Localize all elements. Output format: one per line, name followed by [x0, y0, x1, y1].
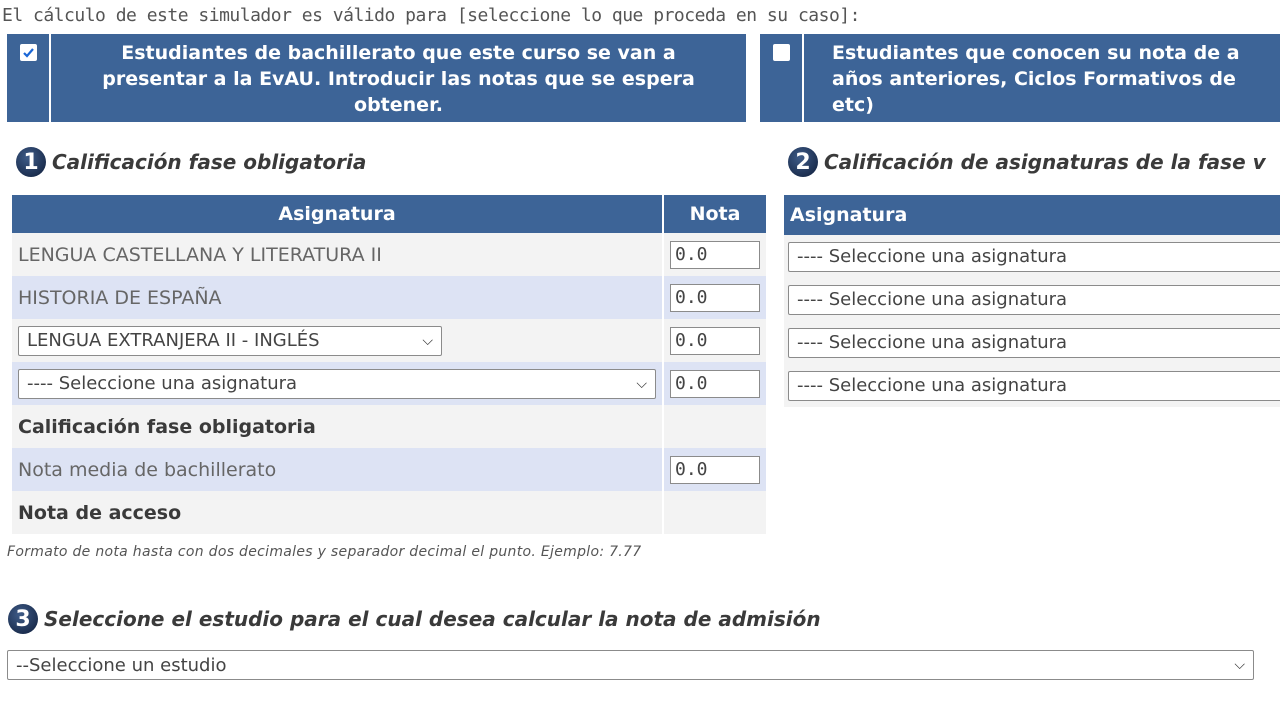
note-input-extranjera[interactable]: 0.0	[670, 327, 760, 355]
intro-text: El cálculo de este simulador es válido para [seleccione lo que proceda en su caso]:	[2, 5, 860, 26]
modality-subject-select[interactable]	[18, 369, 656, 399]
table-row	[12, 233, 766, 276]
note-input-bachillerato[interactable]: 0.0	[670, 456, 760, 484]
option-nota-anterior-checkbox[interactable]	[773, 44, 790, 61]
table-row	[12, 319, 766, 362]
foreign-language-select[interactable]	[18, 326, 442, 356]
bachillerato-average-label: Nota media de bachillerato	[12, 448, 662, 491]
note-input-lengua[interactable]: 0.0	[670, 241, 760, 269]
option-nota-anterior-label: Estudiantes que conocen su nota de a años anteriores, Ciclos Formativos de etc)	[832, 42, 1240, 116]
chevron-down-icon: ⌵	[636, 375, 647, 392]
voluntary-subject-select-3[interactable]	[788, 328, 1280, 358]
study-select-value: --Seleccione un estudio	[16, 654, 227, 676]
format-note: Formato de nota hasta con dos decimales y separador decimal el punto. Ejemplo: 7.77	[7, 544, 642, 560]
voluntary-subject-select-4-value: ---- Seleccione una asignatura	[797, 375, 1068, 396]
voluntary-subject-select-2-value: ---- Seleccione una asignatura	[797, 289, 1068, 310]
step-2-icon: 2	[788, 147, 818, 177]
subject-lengua-label: LENGUA CASTELLANA Y LITERATURA II	[12, 233, 662, 276]
table-row	[12, 448, 766, 491]
chevron-down-icon: ⌵	[422, 332, 433, 349]
step-1-icon: 1	[16, 147, 46, 177]
table-row	[12, 276, 766, 319]
foreign-language-select-value: LENGUA EXTRANJERA II - INGLÉS	[27, 330, 320, 351]
option-nota-anterior-check-cell	[760, 34, 804, 122]
section3-heading	[8, 604, 821, 634]
section2-title: Calificación de asignaturas de la fase v	[824, 150, 1266, 174]
option-bachillerato-check-cell	[7, 34, 51, 122]
section1-heading	[16, 147, 366, 177]
table-row	[784, 278, 1280, 321]
step-3-icon: 3	[8, 604, 38, 634]
table-row	[12, 491, 766, 534]
option-bachillerato-label: Estudiantes de bachillerato que este curso se van a presentar a la EvAU. Introducir las notas que se espera obtener.	[102, 42, 695, 116]
voluntary-subject-select-4[interactable]	[788, 371, 1280, 401]
modality-subject-select-value: ---- Seleccione una asignatura	[27, 373, 298, 394]
section3-title: Seleccione el estudio para el cual desea calcular la nota de admisión	[44, 607, 821, 631]
voluntary-subject-select-1-value: ---- Seleccione una asignatura	[797, 246, 1068, 267]
table-row	[12, 362, 766, 405]
table-row	[12, 405, 766, 448]
table-row	[784, 235, 1280, 278]
column-header-subject-voluntary: Asignatura	[784, 195, 1280, 235]
section1-title: Calificación fase obligatoria	[52, 150, 367, 174]
mandatory-phase-table	[12, 195, 766, 534]
note-input-modalidad[interactable]: 0.0	[670, 370, 760, 398]
checkmark-icon	[22, 46, 35, 59]
option-nota-anterior[interactable]	[760, 34, 1280, 122]
voluntary-subject-select-2[interactable]	[788, 285, 1280, 315]
chevron-down-icon: ⌵	[1234, 657, 1245, 673]
table-row	[784, 321, 1280, 364]
voluntary-subject-select-3-value: ---- Seleccione una asignatura	[797, 332, 1068, 353]
option-bachillerato[interactable]	[7, 34, 746, 122]
mandatory-phase-score-label: Calificación fase obligatoria	[12, 405, 662, 448]
study-select[interactable]	[7, 650, 1254, 680]
note-input-historia[interactable]: 0.0	[670, 284, 760, 312]
column-header-note: Nota	[662, 195, 766, 233]
subject-historia-label: HISTORIA DE ESPAÑA	[12, 276, 662, 319]
access-score-label: Nota de acceso	[12, 491, 662, 534]
column-header-subject: Asignatura	[12, 195, 662, 233]
section2-heading	[788, 147, 1266, 177]
table-row	[784, 364, 1280, 407]
option-bachillerato-checkbox[interactable]	[20, 44, 37, 61]
voluntary-phase-table	[784, 195, 1280, 407]
voluntary-subject-select-1[interactable]	[788, 242, 1280, 272]
